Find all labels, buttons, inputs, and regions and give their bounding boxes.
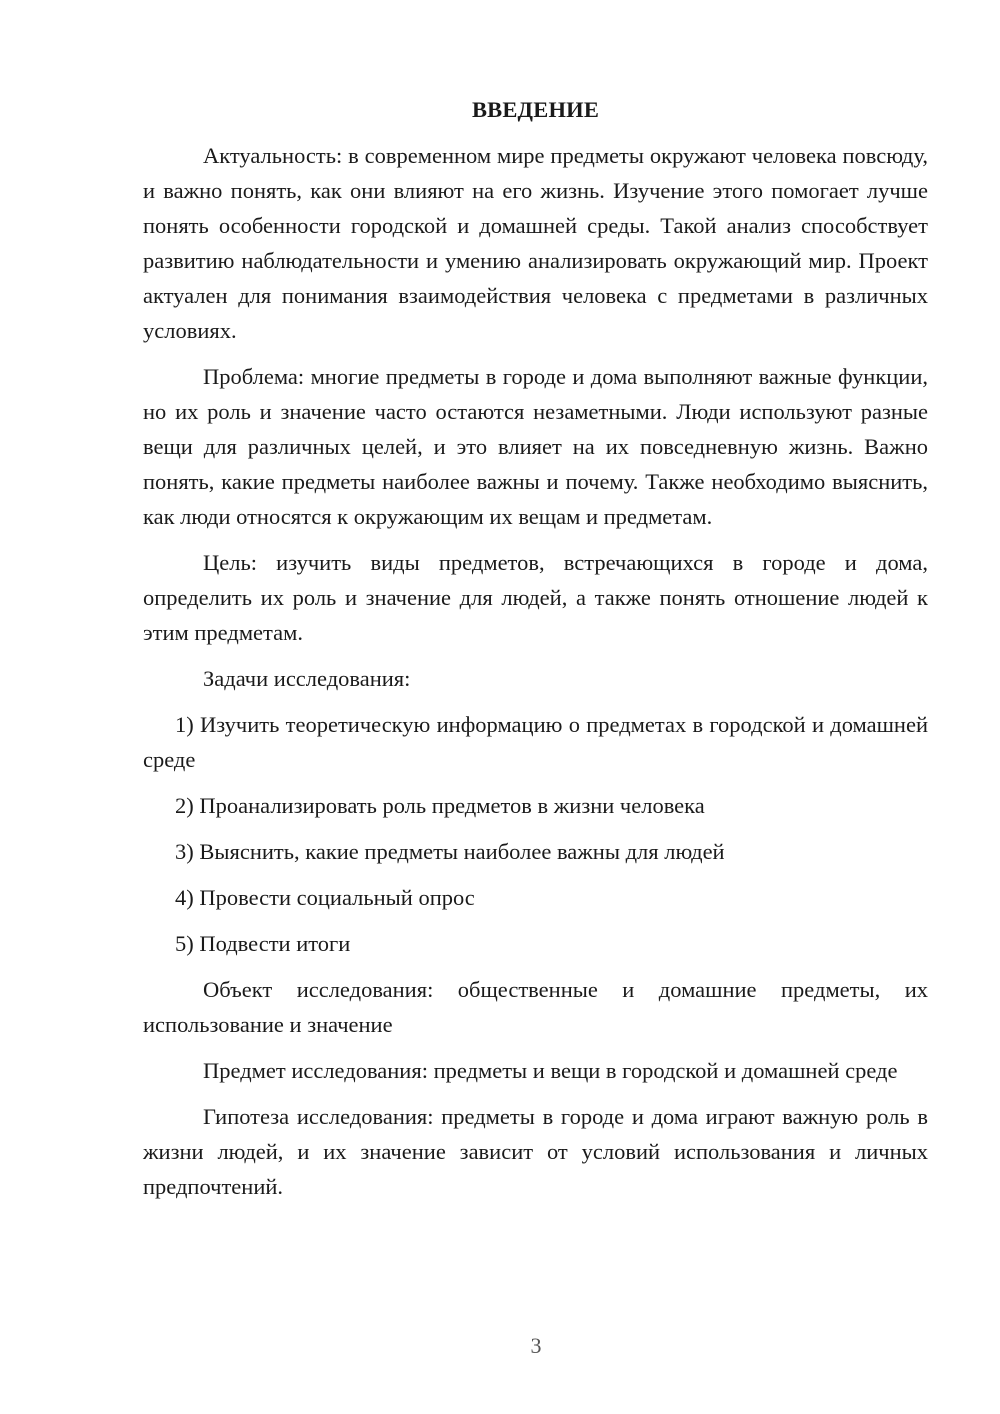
tasks-title: Задачи исследования: [203, 666, 411, 691]
object-paragraph: Объект исследования: общественные и домашние предметы, их использование и значение [143, 977, 928, 1037]
task-item-2: 2) Проанализировать роль предметов в жизни человека [175, 793, 705, 818]
goal-paragraph: Цель: изучить виды предметов, встречающихся в городе и дома, определить их роль и значение для людей, а также понять отношение людей к этим предметам. [143, 550, 928, 645]
hypothesis-paragraph: Гипотеза исследования: предметы в городе и дома играют важную роль в жизни людей, и их значение зависит от условий использования и личных предпочтений. [143, 1104, 928, 1199]
task-item-4: 4) Провести социальный опрос [175, 885, 475, 910]
page-number: 3 [530, 1333, 542, 1358]
task-item-5: 5) Подвести итоги [175, 931, 351, 956]
section-heading: ВВЕДЕНИЕ [471, 97, 600, 122]
problem-paragraph: Проблема: многие предметы в городе и дома выполняют важные функции, но их роль и значение часто остаются незаметными. Люди используют разные вещи для различных целей, и это влияет на их повседневную жизнь. Важно понять, какие предметы наиболее важны и почему. Также необходимо выяснить, как люди относятся к окружающим их вещам и предметам. [143, 364, 928, 529]
task-item-1: 1) Изучить теоретическую информацию о предметах в городской и домашней среде [143, 712, 928, 772]
task-item-3: 3) Выяснить, какие предметы наиболее важны для людей [175, 839, 725, 864]
relevance-paragraph: Актуальность: в современном мире предметы окружают человека повсюду, и важно понять, как они влияют на его жизнь. Изучение этого помогает лучше понять особенности городской и домашней среды. Такой анализ способствует развитию наблюдательности и умению анализировать окружающий мир. Проект актуален для понимания взаимодействия человека с предметами в различных условиях. [143, 143, 928, 343]
document-page [143, 92, 928, 1215]
subject-paragraph: Предмет исследования: предметы и вещи в городской и домашней среде [203, 1058, 898, 1083]
